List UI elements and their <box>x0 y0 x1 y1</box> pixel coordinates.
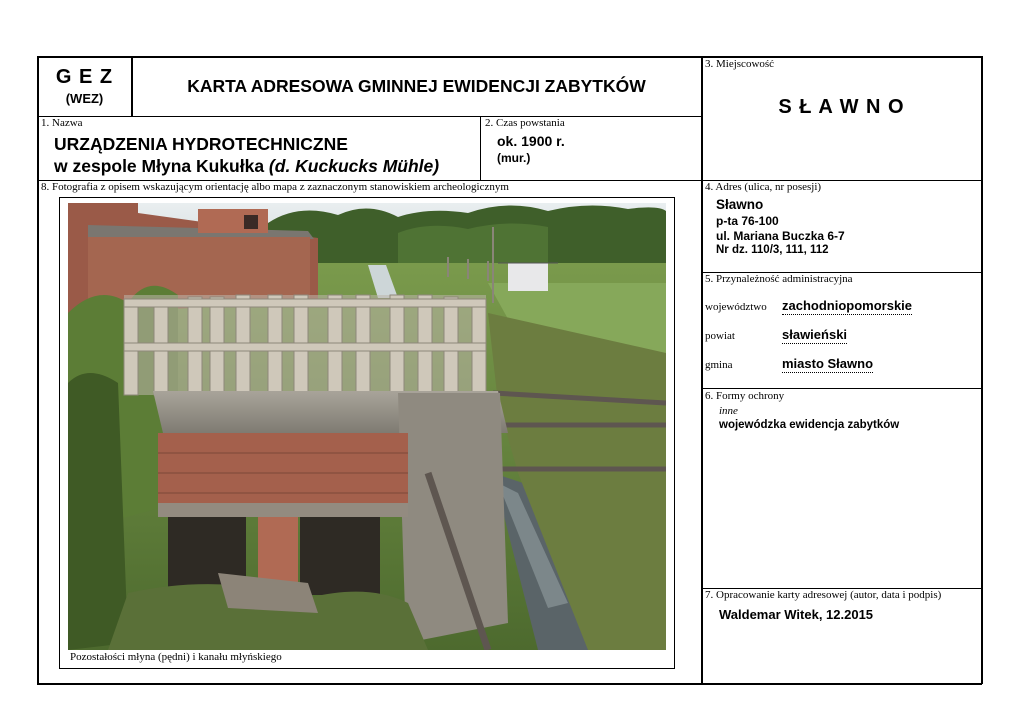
field4-label: 4. Adres (ulica, nr posesji) <box>705 181 822 193</box>
mill-photo <box>68 203 666 650</box>
field3-label: 3. Miejscowość <box>705 58 775 70</box>
card-code: G E Z <box>55 66 114 88</box>
locality-value: S Ł A W N O <box>778 96 905 118</box>
card-code-sub: (WEZ) <box>65 91 104 106</box>
author-value: Waldemar Witek, 12.2015 <box>719 607 874 622</box>
object-name-line2 <box>54 156 439 177</box>
card-title: KARTA ADRESOWA GMINNEJ EWIDENCJI ZABYTKÓW <box>187 76 646 96</box>
field7-label: 7. Opracowanie karty adresowej (autor, data i podpis) <box>705 589 942 601</box>
admin-county-value: sławieński <box>782 327 848 342</box>
field1-label: 1. Nazwa <box>41 117 83 129</box>
field5-label: 5. Przynależność administracyjna <box>705 273 853 285</box>
address-street: ul. Mariana Buczka 6-7 <box>716 229 845 243</box>
protection-value: wojewódzka ewidencja zabytków <box>719 419 900 431</box>
object-name-line2-text: w zespole Młyna Kukułka <box>54 156 269 176</box>
field2-label: 2. Czas powstania <box>485 117 565 129</box>
address-parcels: Nr dz. 110/3, 111, 112 <box>716 244 829 256</box>
admin-commune-value: miasto Sławno <box>782 356 874 371</box>
field8-label: 8. Fotografia z opisem wskazującym orientację albo mapa z zaznaczonym stanowiskiem archeologicznym <box>41 181 509 193</box>
field6-label: 6. Formy ochrony <box>705 390 785 402</box>
object-name-line1: URZĄDZENIA HYDROTECHNICZNE <box>54 134 348 154</box>
date-note: (mur.) <box>497 151 531 165</box>
date-value: ok. 1900 r. <box>497 133 565 149</box>
admin-voivodeship-key: województwo <box>705 301 767 313</box>
address-postal: p-ta 76-100 <box>716 214 779 228</box>
admin-county-key: powiat <box>705 330 735 342</box>
address-city: Sławno <box>716 197 764 212</box>
photo-caption: Pozostałości młyna (pędni) i kanału młyńskiego <box>70 651 282 663</box>
admin-voivodeship-value: zachodniopomorskie <box>782 298 913 313</box>
object-name-german: (d. Kuckucks Mühle) <box>268 156 440 176</box>
protection-type: inne <box>719 405 738 417</box>
admin-commune-key: gmina <box>705 359 733 371</box>
